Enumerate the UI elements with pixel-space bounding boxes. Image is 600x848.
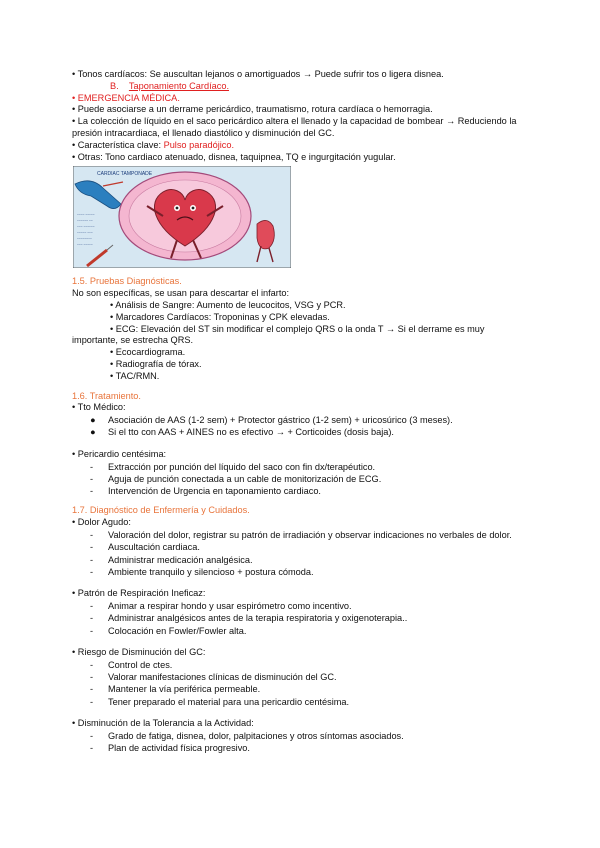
group-head-cardiac-output: • Riesgo de Disminución del GC:	[72, 646, 206, 657]
emergency-line: • EMERGENCIA MÉDICA.	[72, 92, 180, 103]
svg-text:~~~ ~~~~~~: ~~~ ~~~~~~	[77, 225, 95, 230]
dash-marker: -	[90, 742, 94, 753]
dash-marker: -	[90, 486, 94, 497]
dash-marker: -	[90, 554, 94, 565]
fluid-line: • La colección de líquido en el saco pericárdico altera el llenado y la capacidad de bombear → Reduciendo la	[72, 116, 517, 127]
group-head-activity: • Disminución de la Tolerancia a la Actividad:	[72, 717, 254, 728]
svg-text:~~~~~ ~~~: ~~~~~ ~~~	[77, 231, 93, 236]
svg-text:~~~~~~~~: ~~~~~~~~	[77, 237, 92, 242]
list-item	[72, 461, 528, 473]
dash-marker: -	[90, 671, 94, 682]
list-item-text: Animar a respirar hondo y usar espirómetro como incentivo.	[108, 601, 352, 611]
list-item	[72, 426, 528, 438]
dash-marker: -	[90, 696, 94, 707]
key-feature-line	[72, 140, 528, 152]
dash-marker: -	[90, 625, 94, 636]
association-line: • Puede asociarse a un derrame pericárdico, traumatismo, rotura cardíaca o hemorragia.	[72, 104, 433, 115]
list-item-text: Colocación en Fowler/Fowler alta.	[108, 625, 247, 636]
list-item	[72, 566, 528, 578]
fluid-line-cont: presión intracardiaca, el llenado diastólico y disminución del GC.	[72, 127, 335, 138]
illustration-caption: CARDIAC TAMPONADE	[97, 171, 153, 178]
section-b-heading	[72, 81, 528, 93]
list-item-text: Valoración del dolor, registrar su patrón de irradiación y observar indicaciones no verbales de dolor.	[108, 530, 512, 541]
list-item-text: Plan de actividad física progresivo.	[108, 742, 250, 753]
dash-marker: -	[90, 542, 94, 553]
list-item	[72, 529, 528, 541]
dash-marker: -	[90, 566, 94, 577]
group-head-pain: • Dolor Agudo:	[72, 517, 131, 528]
list-item-text: Auscultación cardiaca.	[108, 542, 200, 553]
list-item	[72, 612, 528, 624]
section-b-number: B.	[110, 80, 119, 91]
medical-treatment-head: • Tto Médico:	[72, 402, 126, 413]
list-item	[72, 696, 528, 708]
list-item-text: Mantener la vía periférica permeable.	[108, 684, 261, 695]
paradoxical-pulse: Pulso paradójico.	[163, 139, 235, 150]
list-item	[72, 414, 528, 426]
list-item-text: Aguja de punción conectada a un cable de monitorización de ECG.	[108, 473, 382, 484]
list-item	[72, 485, 528, 497]
diagnostic-tests-heading: 1.5. Pruebas Diagnósticas.	[72, 276, 182, 287]
nursing-heading: 1.7. Diagnóstico de Enfermería y Cuidados.	[72, 505, 250, 516]
section-b-title: Taponamiento Cardíaco.	[128, 80, 230, 91]
list-item-text: Extracción por punción del líquido del saco con fin dx/terapéutico.	[108, 461, 376, 472]
list-item	[72, 730, 528, 742]
list-item	[72, 671, 528, 683]
group-head-breathing: • Patrón de Respiración Ineficaz:	[72, 588, 206, 599]
list-item	[72, 625, 528, 637]
diagnostic-tests-intro: No son específicas, se usan para descartar el infarto:	[72, 288, 290, 299]
svg-text:~~~~~~ ~~: ~~~~~~ ~~	[77, 219, 93, 224]
list-item-text: Ambiente tranquilo y silencioso + postura cómoda.	[108, 566, 314, 577]
treatment-heading: 1.6. Tratamiento.	[72, 390, 141, 401]
dash-marker: -	[90, 659, 94, 670]
list-item-text: Grado de fatiga, disnea, dolor, palpitaciones y otros síntomas asociados.	[108, 730, 404, 741]
list-item	[72, 683, 528, 695]
list-item	[72, 554, 528, 566]
dash-marker: -	[90, 461, 94, 472]
bullet-marker: ●	[90, 427, 96, 438]
blood-test-line: • Análisis de Sangre: Aumento de leucocitos, VSG y PCR.	[110, 299, 346, 310]
list-item-text: Valorar manifestaciones clínicas de disminución del GC.	[108, 671, 337, 682]
ecg-line: • ECG: Elevación del ST sin modificar el complejo QRS o la onda T → Si el derrame es muy	[110, 323, 485, 334]
ct-mri-line: • TAC/RMN.	[110, 370, 160, 381]
document-page	[72, 69, 528, 754]
dash-marker: -	[90, 601, 94, 611]
key-feature-label: • Característica clave:	[72, 139, 164, 150]
xray-line: • Radiografía de tórax.	[110, 358, 202, 369]
cardiac-markers-line: • Marcadores Cardíacos: Troponinas y CPK elevadas.	[110, 311, 330, 322]
list-item-text: Administrar medicación analgésica.	[108, 554, 253, 565]
list-item-text: Control de ctes.	[108, 659, 173, 670]
dash-marker: -	[90, 730, 94, 741]
list-item-text: Si el tto con AAS + AINES no es efectivo → + Corticoides (dosis baja).	[108, 427, 394, 438]
dash-marker: -	[90, 613, 94, 624]
list-item-text: Asociación de AAS (1-2 sem) + Protector gástrico (1-2 sem) + uricosúrico (3 meses).	[108, 415, 453, 426]
list-item	[72, 600, 528, 612]
svg-text:~~~ ~~~~~: ~~~ ~~~~~	[77, 243, 93, 248]
list-item	[72, 473, 528, 485]
list-item-text: Intervención de Urgencia en taponamiento cardiaco.	[108, 486, 321, 497]
ecg-line-cont: importante, se estrecha QRS.	[72, 335, 194, 346]
list-item-text: Administrar analgésicos antes de la terapia respiratoria y oxigenoterapia..	[108, 613, 408, 624]
echo-line: • Ecocardiograma.	[110, 347, 186, 358]
pericardiocentesis-head: • Pericardio centésima:	[72, 448, 167, 459]
list-item-text: Tener preparado el material para una pericardio centésima.	[108, 696, 350, 707]
list-item	[72, 541, 528, 553]
bullet-marker: ●	[90, 415, 96, 426]
heart-sounds-line: • Tonos cardíacos: Se auscultan lejanos o amortiguados → Puede sufrir tos o ligera disnea.	[72, 69, 444, 79]
tamponade-illustration	[73, 166, 291, 268]
list-item	[72, 742, 528, 754]
dash-marker: -	[90, 530, 94, 541]
other-signs-line: • Otras: Tono cardiaco atenuado, disnea, taquipnea, TQ e ingurgitación yugular.	[72, 151, 396, 162]
dash-marker: -	[90, 473, 94, 484]
dash-marker: -	[90, 684, 94, 695]
list-item	[72, 659, 528, 671]
svg-text:~~~~ ~~~~~: ~~~~ ~~~~~	[77, 213, 95, 218]
